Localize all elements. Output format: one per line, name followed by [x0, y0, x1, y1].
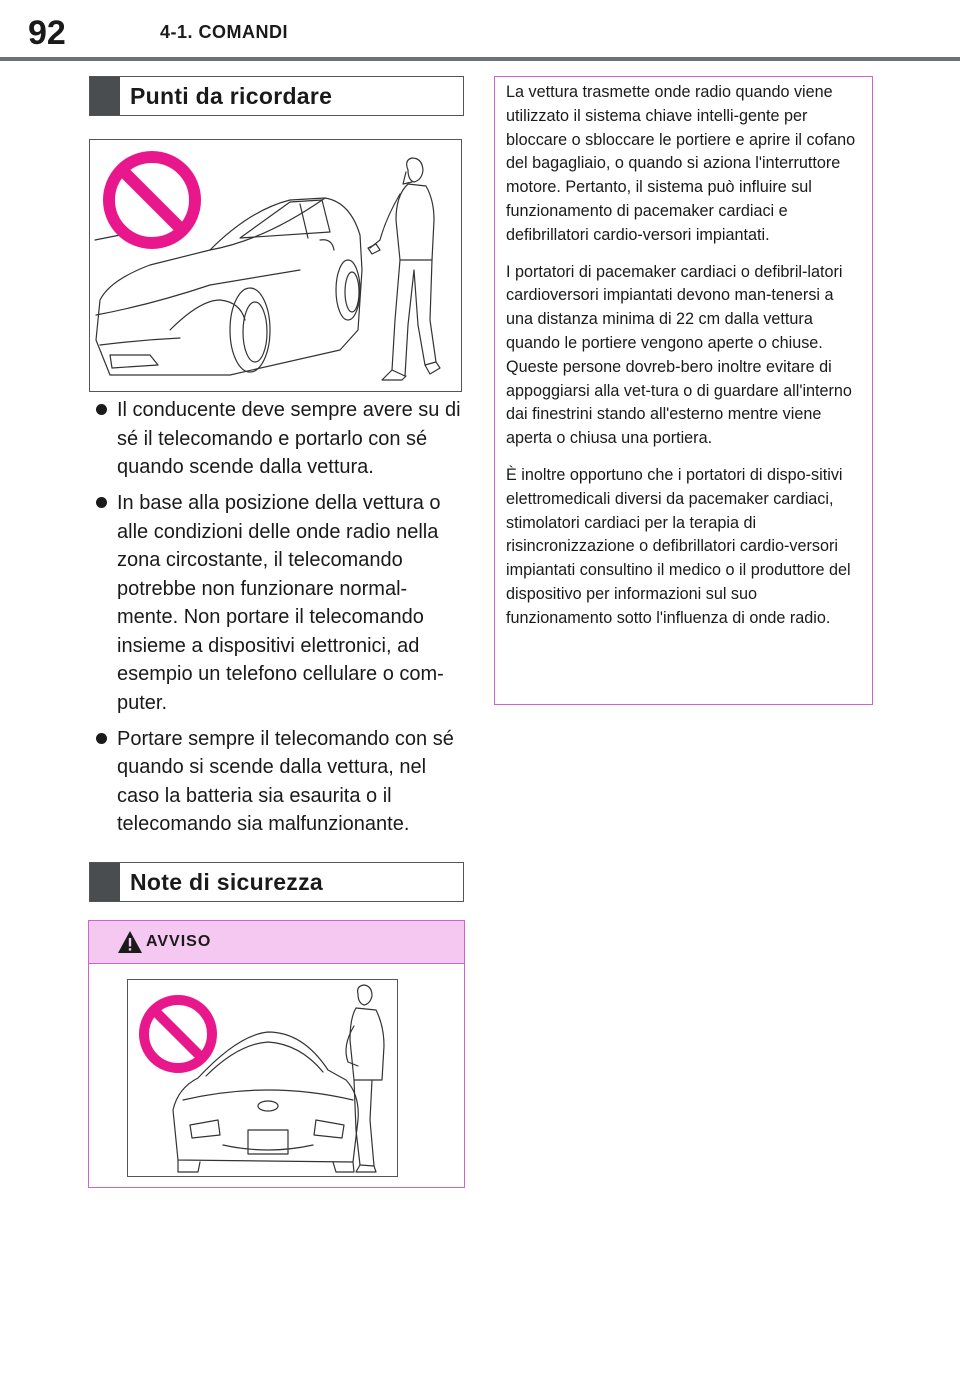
heading-tab	[90, 863, 120, 901]
info-paragraph: I portatori di pacemaker cardiaci o defibril-latori cardioversori impiantati devono man-tenersi a una distanza minima di 22 cm dalla vettura quando le portiere vengono aperte o chiuse. Queste persone dovreb-bero inoltre evitare di appoggiarsi alla vet-tura o di guardare all'interno dai finestrini stando all'esterno mentre viene aperta o chiusa una portiera.	[506, 262, 852, 448]
prohibition-icon	[100, 148, 204, 252]
heading-tab	[90, 77, 120, 115]
info-paragraph: È inoltre opportuno che i portatori di dispo-sitivi elettromedicali diversi da pacemaker cardiaci, stimolatori cardiaci per la terapia di risincronizzazione o defibrillatori cardio-versori impiantati consultino il medico o il produttore del dispositivo per informazioni sul suo funzionamento sotto l'influenza di onde radio.	[506, 465, 851, 627]
illustration-car-front	[127, 979, 398, 1177]
list-item: Il conducente deve sempre avere su di sé il telecomando e portarlo con sé quando scende dalla vettura.	[96, 396, 466, 482]
heading-remember	[89, 76, 464, 116]
heading-remember-title: Punti da ricordare	[130, 82, 333, 109]
bullet-list	[96, 396, 466, 846]
info-paragraph: La vettura trasmette onde radio quando viene utilizzato il sistema chiave intelli-gente per bloccare o sbloccare le portiere e aprire il cofano del bagagliaio, o quando si aziona l'interruttore motore. Pertanto, il sistema può influire sul funzionamento di pacemaker cardiaci e defibrillatori cardio-versori impiantati.	[506, 83, 856, 244]
warning-box	[88, 920, 465, 1188]
prohibition-icon	[136, 992, 220, 1076]
heading-safety-title: Note di sicurezza	[130, 868, 323, 895]
header-rule	[0, 57, 960, 61]
warning-triangle-icon	[117, 930, 143, 954]
list-item: In base alla posizione della vettura o alle condizioni delle onde radio nella zona circostante, il telecomando potrebbe non funzionare normal-mente. Non portare il telecomando insieme a dispositivi elettronici, ad esempio un telefono cellulare o com-puter.	[96, 489, 466, 717]
section-title: 4-1. COMANDI	[160, 22, 289, 42]
warning-header	[89, 921, 464, 964]
warning-label: AVVISO	[146, 933, 212, 950]
list-item: Portare sempre il telecomando con sé quando si scende dalla vettura, nel caso la batteria sia esaurita o il telecomando sia malfunzionante.	[96, 725, 466, 839]
heading-safety	[89, 862, 464, 902]
illustration-remote-key	[89, 139, 462, 392]
info-box	[494, 76, 873, 705]
page-number: 92	[28, 14, 66, 52]
